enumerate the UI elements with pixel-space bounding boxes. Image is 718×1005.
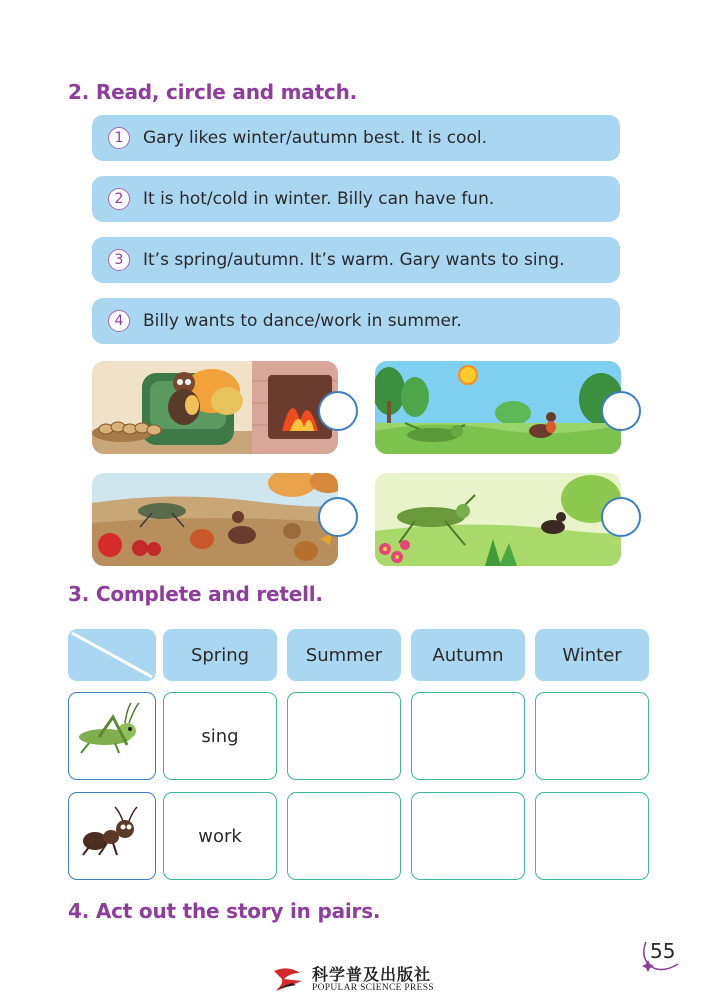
sentence-text: It’s spring/autumn. It’s warm. Gary wants to sing.: [143, 250, 565, 270]
answer-circle-4[interactable]: [601, 497, 641, 537]
page-number-text: 55: [650, 939, 676, 963]
section-4-title: 4. Act out the story in pairs.: [68, 899, 381, 923]
sentence-text: Gary likes winter/autumn best. It is cool.: [143, 128, 487, 148]
cell-grasshopper-summer[interactable]: [287, 692, 401, 780]
picture-autumn-ground: [92, 473, 338, 566]
cell-ant-spring[interactable]: work: [163, 792, 277, 880]
cell-grasshopper-spring[interactable]: sing: [163, 692, 277, 780]
sentence-4: [92, 298, 620, 344]
ant-icon: [68, 792, 156, 880]
header-winter: Winter: [535, 629, 649, 681]
publisher-name-cn: 科学普及出版社: [312, 965, 432, 984]
section-3-title: 3. Complete and retell.: [68, 582, 323, 606]
answer-circle-1[interactable]: [318, 391, 358, 431]
header-spring: Spring: [163, 629, 277, 681]
answer-circle-3[interactable]: [318, 497, 358, 537]
cell-ant-autumn[interactable]: [411, 792, 525, 880]
sentence-text: It is hot/cold in winter. Billy can have fun.: [143, 189, 495, 209]
publisher-logo: [272, 967, 434, 994]
page-number: [640, 938, 682, 972]
sentence-1: [92, 115, 620, 161]
number-badge: 4: [108, 310, 130, 332]
sentence-2: [92, 176, 620, 222]
cell-ant-winter[interactable]: [535, 792, 649, 880]
publisher-name-en: POPULAR SCIENCE PRESS: [312, 982, 434, 993]
cell-grasshopper-autumn[interactable]: [411, 692, 525, 780]
section-2-title: 2. Read, circle and match.: [68, 80, 358, 104]
number-badge: 3: [108, 249, 130, 271]
picture-autumn-room: [92, 361, 338, 454]
header-summer: Summer: [287, 629, 401, 681]
sentence-text: Billy wants to dance/work in summer.: [143, 311, 462, 331]
number-badge: 1: [108, 127, 130, 149]
sentence-3: [92, 237, 620, 283]
number-badge: 2: [108, 188, 130, 210]
answer-circle-2[interactable]: [601, 391, 641, 431]
cell-ant-summer[interactable]: [287, 792, 401, 880]
grasshopper-icon: [68, 692, 156, 780]
cell-grasshopper-winter[interactable]: [535, 692, 649, 780]
header-autumn: Autumn: [411, 629, 525, 681]
diagonal-line: [68, 629, 156, 681]
picture-spring-meadow: [375, 473, 621, 566]
picture-summer-field: [375, 361, 621, 454]
publisher-logo-icon: [272, 967, 304, 993]
table-corner-cell: [68, 629, 156, 681]
